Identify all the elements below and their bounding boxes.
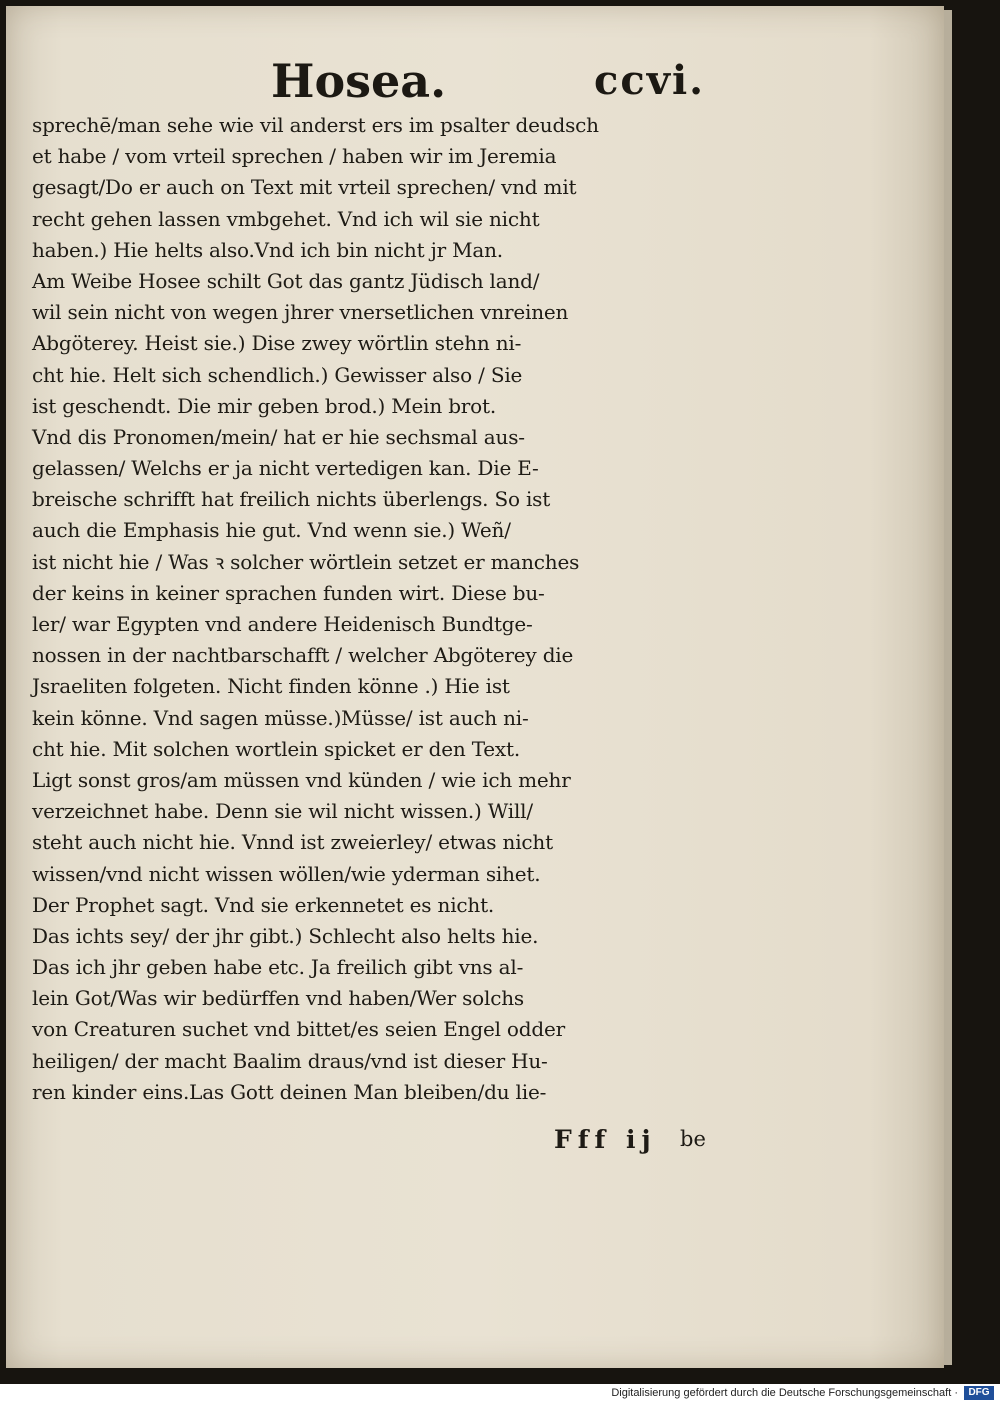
- text-line: nossen in der nachtbarschafft / welcher Abgöterey die: [32, 643, 574, 668]
- text-line: sprechē/man sehe wie vil anderst ers im psalter deudsch: [32, 113, 599, 137]
- body-text: [32, 110, 702, 1108]
- text-line: Abgöterey. Heist sie.) Dise zwey wörtlin stehn ni-: [32, 331, 522, 356]
- text-line: wil sein nicht von wegen jhrer vnersetlichen vnreinen: [32, 300, 569, 325]
- text-line: gelassen/ Welchs er ja nicht vertedigen kan. Die E-: [32, 456, 539, 481]
- text-line: verzeichnet habe. Denn sie wil nicht wissen.) Will/: [32, 799, 533, 824]
- text-line: Ligt sonst gros/am müssen vnd künden / wie ich mehr: [32, 767, 571, 792]
- text-line: haben.) Hie helts also.Vnd ich bin nicht jr Man.: [32, 237, 503, 262]
- text-line: ist geschendt. Die mir geben brod.) Mein brot.: [32, 393, 497, 418]
- text-line: auch die Emphasis hie gut. Vnd wenn sie.) Weñ/: [32, 518, 511, 543]
- text-line: ler/ war Egypten vnd andere Heidenisch Bundtge-: [32, 612, 533, 636]
- text-line: cht hie. Mit solchen wortlein spicket er den Text.: [32, 736, 520, 761]
- text-line: cht hie. Helt sich schendlich.) Gewisser also / Sie: [32, 362, 523, 387]
- text-line: Der Prophet sagt. Vnd sie erkennetet es nicht.: [32, 892, 495, 917]
- document-page: [6, 6, 944, 1368]
- text-line: steht auch nicht hie. Vnnd ist zweierley/ etwas nicht: [32, 830, 553, 855]
- text-line: ren kinder eins.Las Gott deinen Man bleiben/du lie-: [32, 1079, 547, 1104]
- signature-mark: Fff ij: [554, 1125, 657, 1154]
- text-line: Vnd dis Pronomen/mein/ hat er hie sechsmal aus-: [32, 424, 525, 449]
- running-head: [6, 46, 944, 116]
- text-line: lein Got/Was wir bedürffen vnd haben/Wer solchs: [32, 986, 524, 1011]
- dfg-logo-icon: DFG: [964, 1386, 994, 1400]
- text-line: von Creaturen suchet vnd bittet/es seien Engel odder: [32, 1017, 565, 1042]
- text-line: kein könne. Vnd sagen müsse.)Müsse/ ist auch ni-: [32, 705, 529, 730]
- catchword: be: [680, 1127, 706, 1151]
- running-head-title: Hosea.: [271, 54, 447, 108]
- text-line: wissen/vnd nicht wissen wöllen/wie yderman sihet.: [32, 861, 541, 886]
- text-line: Jsraeliten folgeten. Nicht finden könne .) Hie ist: [32, 674, 510, 699]
- text-line: heiligen/ der macht Baalim draus/vnd ist dieser Hu-: [32, 1048, 548, 1073]
- footer-bar: [0, 1384, 1000, 1402]
- funding-credit: Digitalisierung gefördert durch die Deutsche Forschungsgemeinschaft ·: [611, 1387, 958, 1399]
- text-line: Am Weibe Hosee schilt Got das gantz Jüdisch land/: [32, 268, 540, 293]
- text-line: Das ich jhr geben habe etc. Ja freilich gibt vns al-: [32, 955, 524, 980]
- text-line: breische schrifft hat freilich nichts überlengs. So ist: [32, 487, 551, 512]
- text-line: Das ichts sey/ der jhr gibt.) Schlecht also helts hie.: [32, 923, 539, 948]
- page-edge: [944, 10, 952, 1365]
- text-line: der keins in keiner sprachen funden wirt. Diese bu-: [32, 580, 545, 605]
- folio-number: ccvi.: [594, 57, 706, 104]
- text-line: recht gehen lassen vmbgehet. Vnd ich wil sie nicht: [32, 206, 540, 231]
- text-line: gesagt/Do er auch on Text mit vrteil sprechen/ vnd mit: [32, 175, 577, 200]
- text-line: ist nicht hie / Was ꝛ solcher wörtlein setzet er manches: [32, 549, 580, 574]
- text-line: et habe / vom vrteil sprechen / haben wir im Jeremia: [32, 144, 557, 169]
